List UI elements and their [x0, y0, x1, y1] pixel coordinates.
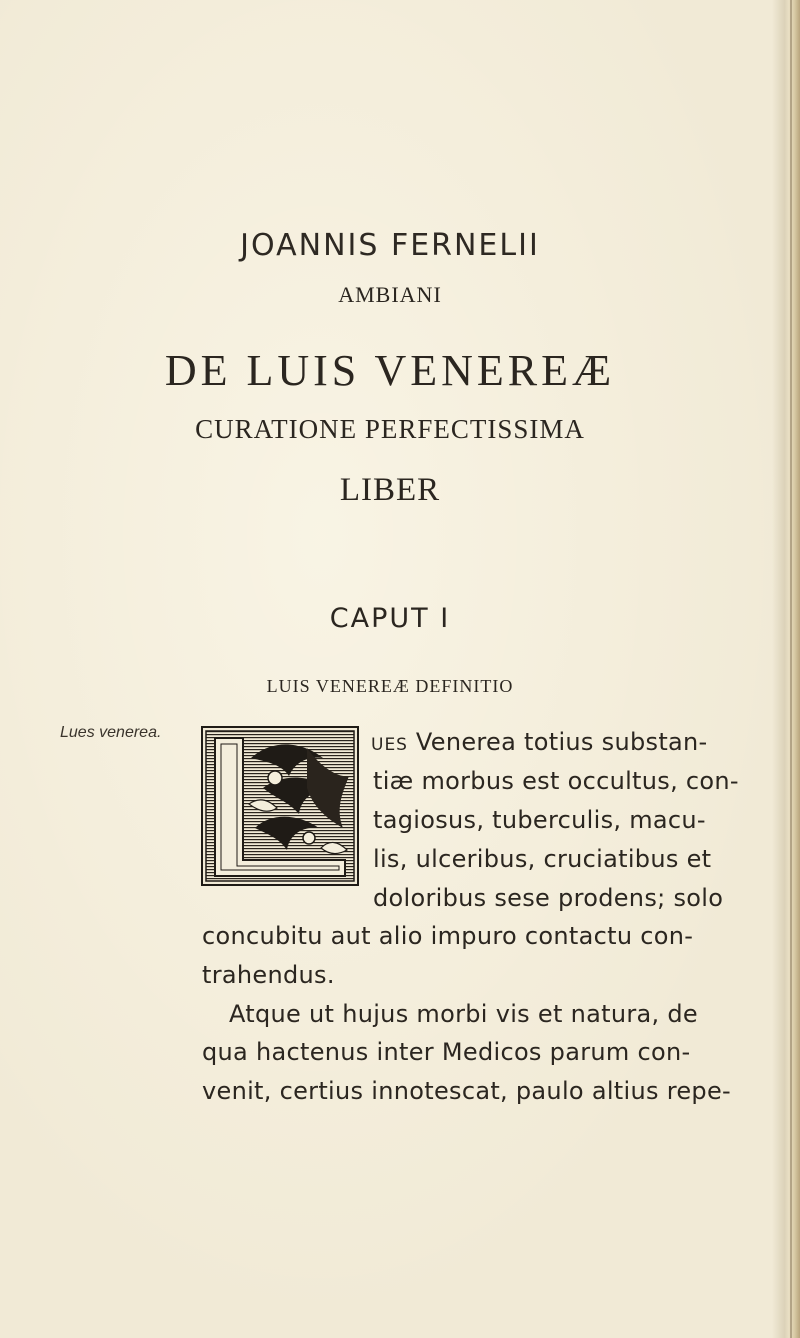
author-name: JOANNIS FERNELII [240, 228, 540, 263]
chapter-title: LUIS VENEREÆ DEFINITIO [266, 676, 514, 696]
book-subtitle: CURATIONE PERFECTISSIMA [195, 414, 585, 444]
margin-note: Lues venerea. [60, 724, 162, 741]
paragraph-line: trahendus. [202, 961, 335, 989]
paragraph-line: tiæ morbus est occultus, con- [373, 767, 739, 795]
paragraph-line [371, 728, 708, 756]
paragraph-line: concubitu aut alio impuro contactu con- [202, 922, 694, 950]
line-text: Venerea totius substan- [407, 728, 708, 756]
page-edge-line [790, 0, 792, 1338]
paragraph-line: Atque ut hujus morbi vis et natura, de [229, 1000, 698, 1028]
binding-edge [772, 0, 800, 1338]
ornate-initial-icon [201, 726, 359, 886]
paragraph-line: qua hactenus inter Medicos parum con- [202, 1038, 691, 1066]
paragraph-line: venit, certius innotescat, paulo altius repe- [202, 1077, 731, 1105]
book-liber: LIBER [339, 472, 441, 508]
book-title: DE LUIS VENEREÆ [164, 346, 616, 395]
paragraph-line: doloribus sese prodens; solo [373, 884, 724, 912]
small-caps-lead: UES [371, 735, 408, 755]
chapter-number: CAPUT I [329, 603, 451, 634]
paragraph-line: lis, ulceribus, cruciatibus et [373, 845, 712, 873]
author-origin: AMBIANI [338, 282, 442, 307]
paragraph-line: tagiosus, tuberculis, macu- [373, 806, 706, 834]
